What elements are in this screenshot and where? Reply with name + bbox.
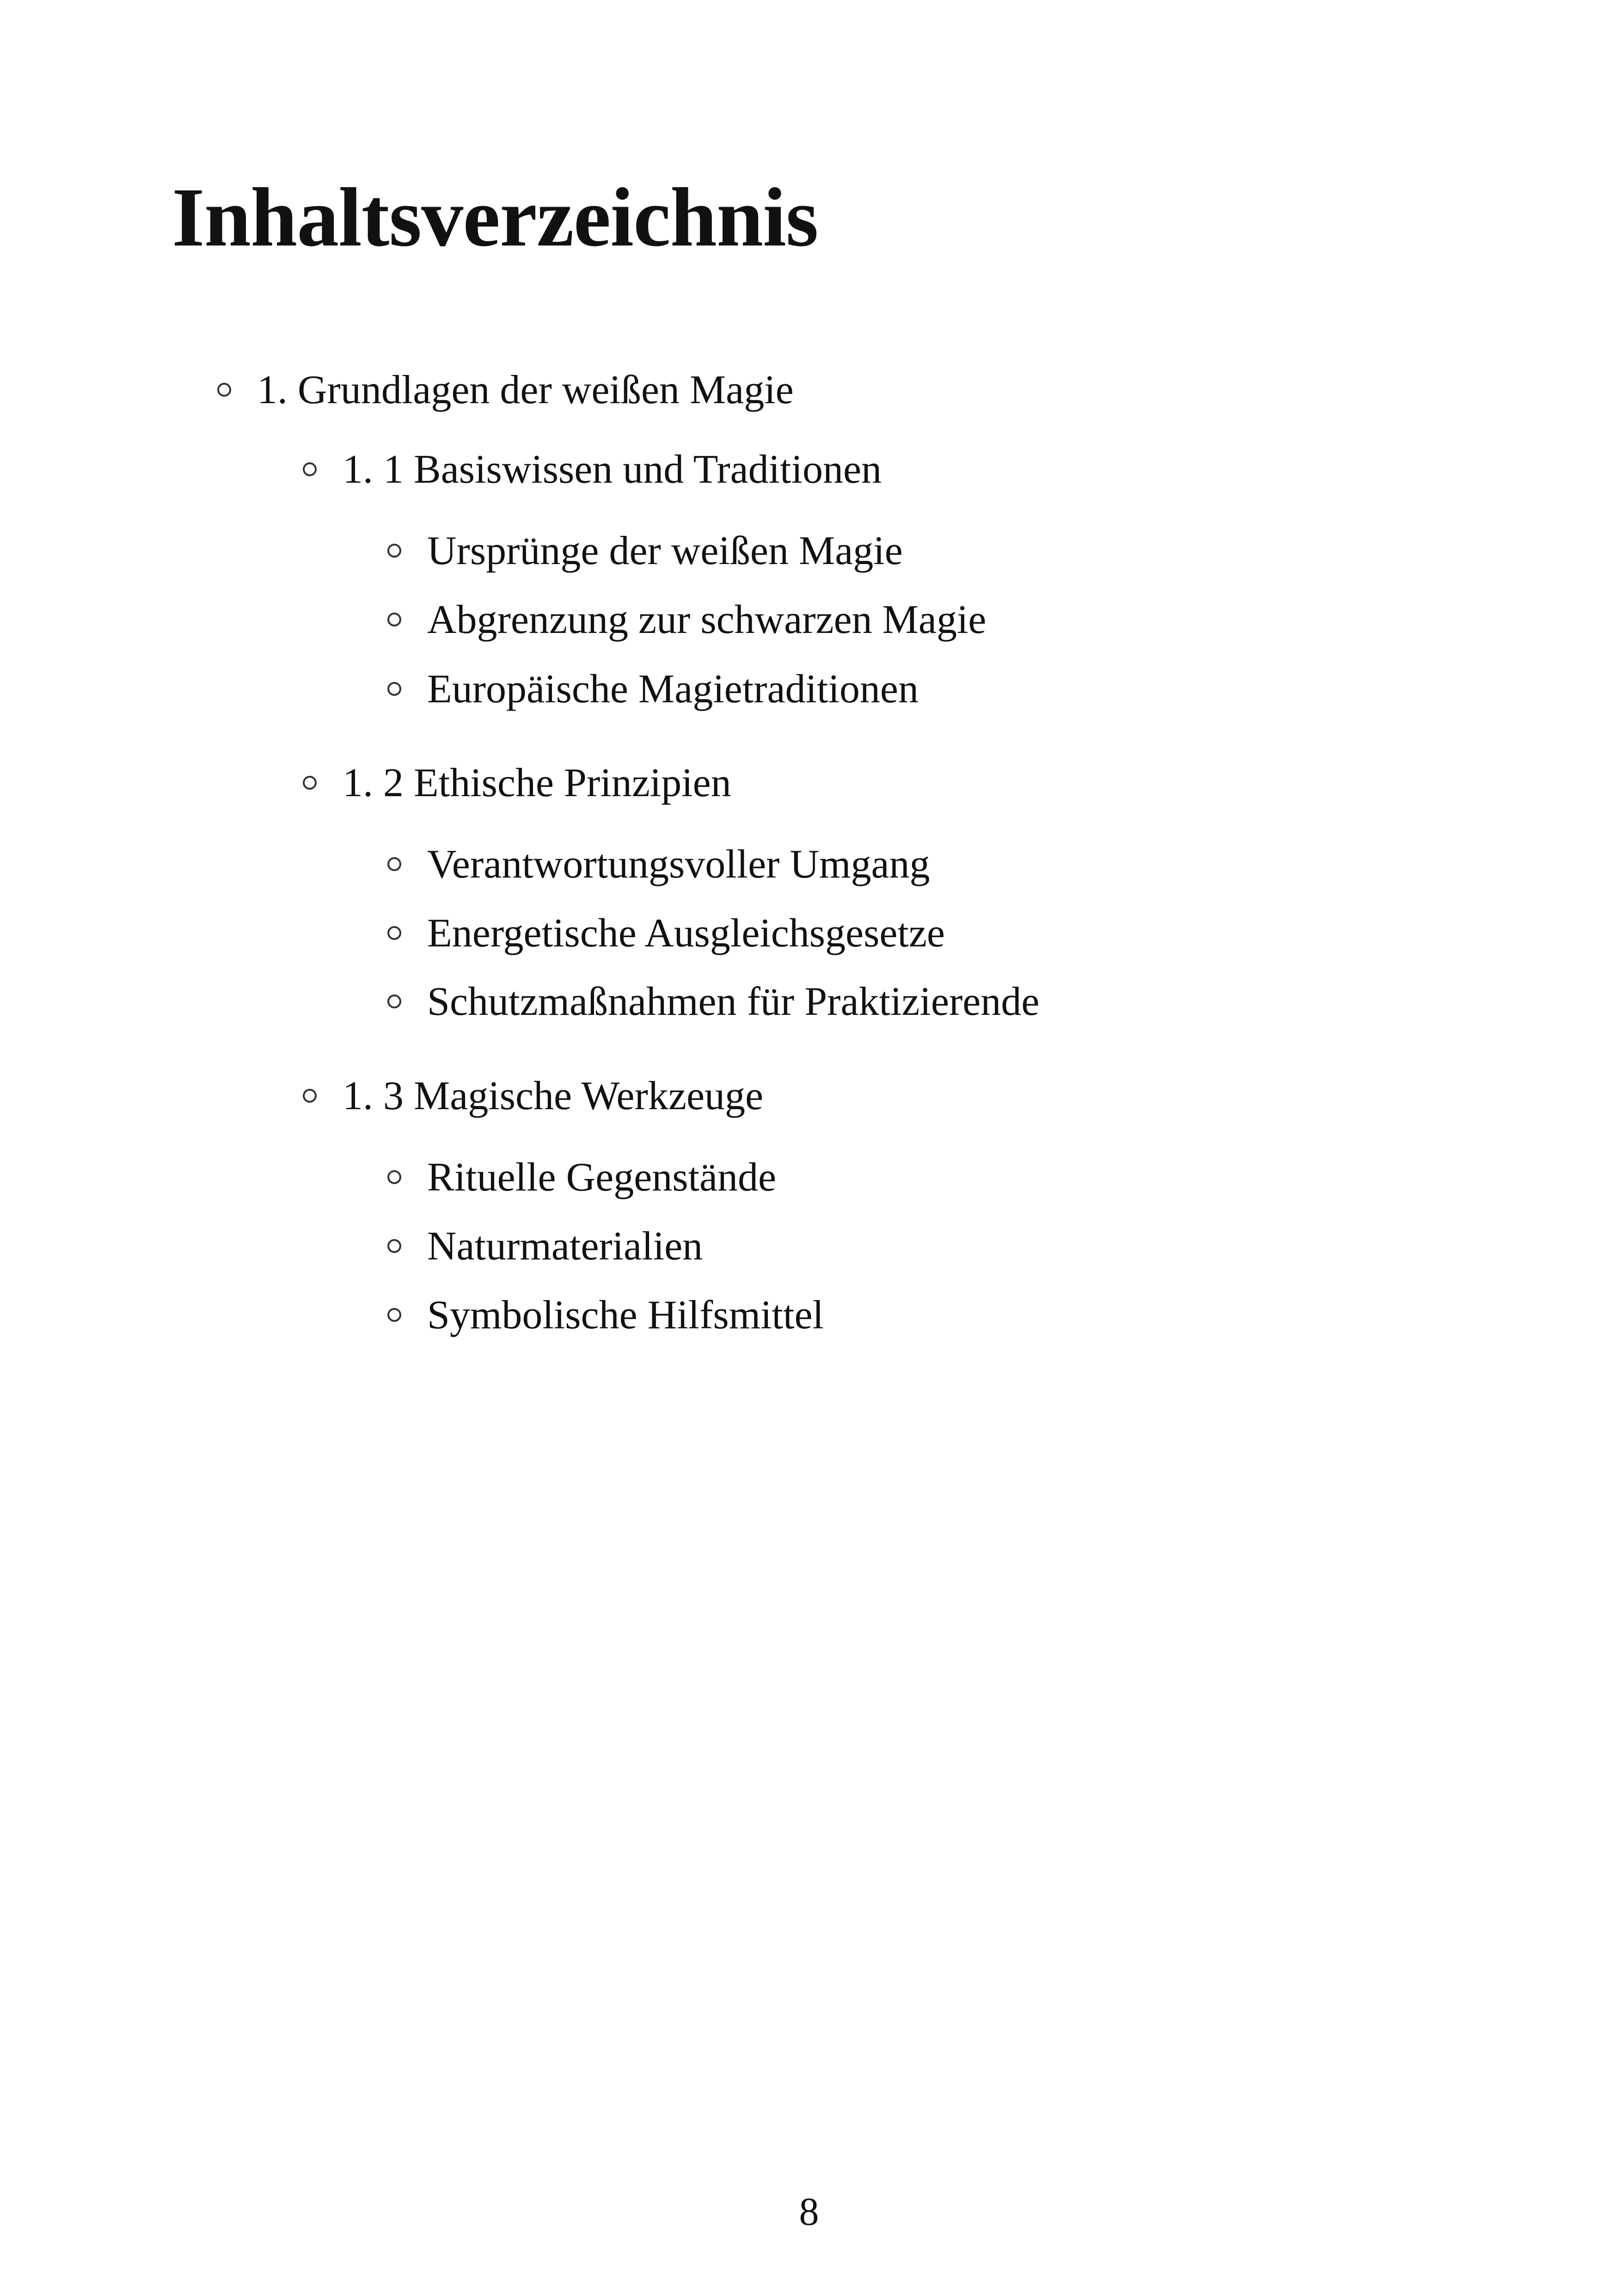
toc-section-1-1[interactable] xyxy=(303,449,882,490)
toc-item-label: Schutzmaßnahmen für Praktizierende xyxy=(427,979,1040,1024)
toc-item-label: Abgrenzung zur schwarzen Magie xyxy=(427,597,987,642)
toc-item[interactable] xyxy=(387,979,1040,1024)
bullet-icon xyxy=(303,776,317,790)
toc-item[interactable] xyxy=(387,844,930,885)
toc-item-label: Rituelle Gegenstände xyxy=(427,1155,777,1200)
toc-item-label: Naturmaterialien xyxy=(427,1224,703,1269)
bullet-icon xyxy=(387,682,401,696)
toc-item[interactable] xyxy=(387,913,945,954)
toc-item[interactable] xyxy=(387,1295,824,1336)
bullet-icon xyxy=(387,857,401,871)
toc-item-label: Europäische Magietraditionen xyxy=(427,667,919,712)
toc-section-label: 1. 1 Basiswissen und Traditionen xyxy=(343,447,882,492)
toc-item-label: Energetische Ausgleichsgesetze xyxy=(427,911,945,956)
bullet-icon xyxy=(303,1089,317,1103)
toc-chapter-1[interactable] xyxy=(217,370,794,411)
bullet-icon xyxy=(217,383,231,397)
toc-item-label: Ursprünge der weißen Magie xyxy=(427,528,903,573)
toc-item[interactable] xyxy=(387,528,903,573)
toc-item-label: Symbolische Hilfsmittel xyxy=(427,1293,824,1338)
toc-item[interactable] xyxy=(387,1157,776,1198)
bullet-icon xyxy=(387,1239,401,1253)
toc-section-label: 1. 3 Magische Werkzeuge xyxy=(343,1074,764,1118)
toc-item[interactable] xyxy=(387,1226,703,1267)
toc-section-1-3[interactable] xyxy=(303,1076,763,1117)
bullet-icon xyxy=(303,462,317,476)
page-number: 8 xyxy=(799,2189,819,2234)
bullet-icon xyxy=(387,544,401,558)
toc-chapter-label: 1. Grundlagen der weißen Magie xyxy=(257,368,794,412)
bullet-icon xyxy=(387,926,401,940)
bullet-icon xyxy=(387,613,401,626)
toc-section-label: 1. 2 Ethische Prinzipien xyxy=(343,761,731,805)
toc-section-1-2[interactable] xyxy=(303,763,731,804)
bullet-icon xyxy=(387,1308,401,1322)
page-title: Inhaltsverzeichnis xyxy=(172,171,818,264)
bullet-icon xyxy=(387,1170,401,1184)
toc-item[interactable] xyxy=(387,669,919,710)
bullet-icon xyxy=(387,995,401,1008)
toc-item-label: Verantwortungsvoller Umgang xyxy=(427,842,930,887)
toc-item[interactable] xyxy=(387,597,987,642)
